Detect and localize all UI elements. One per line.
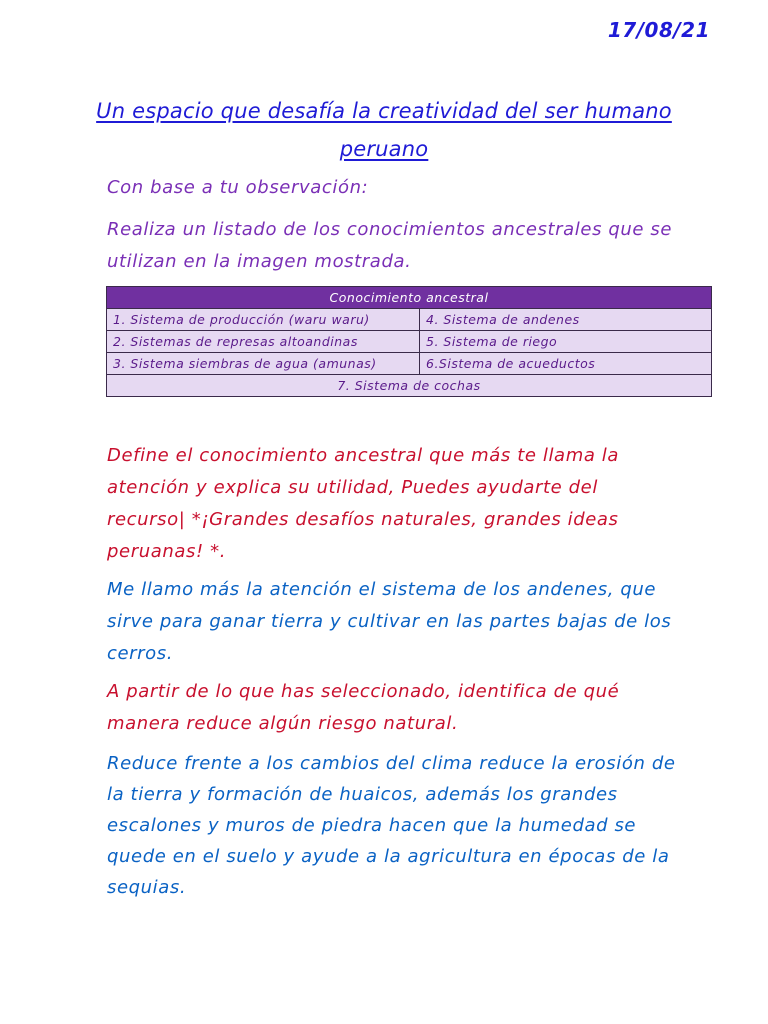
table-cell: 2. Sistemas de represas altoandinas — [107, 331, 420, 353]
table-row — [107, 375, 712, 397]
observation-prompt: Con base a tu observación: — [107, 177, 369, 198]
table-header-row — [107, 287, 712, 309]
answer-1: Me llamo más la atención el sistema de los andenes, que sirve para ganar tierra y cultivar en las partes bajas de los cerros. — [107, 579, 672, 664]
question-2: A partir de lo que has seleccionado, identifica de qué manera reduce algún riesgo natural. — [107, 681, 620, 734]
table-row — [107, 309, 712, 331]
question-1: Define el conocimiento ancestral que más te llama la atención y explica su utilidad, Puedes ayudarte del recurso| *¡Grandes desafíos naturales, grandes ideas peruanas! *. — [107, 445, 620, 562]
table-cell: 5. Sistema de riego — [420, 331, 712, 353]
table-row — [107, 353, 712, 375]
table-cell: 3. Sistema siembras de agua (amunas) — [107, 353, 420, 375]
ancestral-knowledge-table — [106, 286, 712, 397]
table-cell: 6.Sistema de acueductos — [420, 353, 712, 375]
table-cell: 1. Sistema de producción (waru waru) — [107, 309, 420, 331]
page-title: Un espacio que desafía la creatividad del ser humano peruano — [96, 99, 672, 161]
date: 17/08/21 — [607, 18, 710, 42]
table-row — [107, 331, 712, 353]
table-cell: 7. Sistema de cochas — [107, 375, 712, 397]
task-prompt: Realiza un listado de los conocimientos ancestrales que se utilizan en la imagen mostrada. — [107, 219, 673, 272]
answer-2: Reduce frente a los cambios del clima reduce la erosión de la tierra y formación de huaicos, además los grandes escalones y muros de piedra hacen que la humedad se quede en el suelo y ayude a la agricultura en épocas de la sequias. — [107, 753, 676, 898]
table-header: Conocimiento ancestral — [107, 287, 712, 309]
table-cell: 4. Sistema de andenes — [420, 309, 712, 331]
